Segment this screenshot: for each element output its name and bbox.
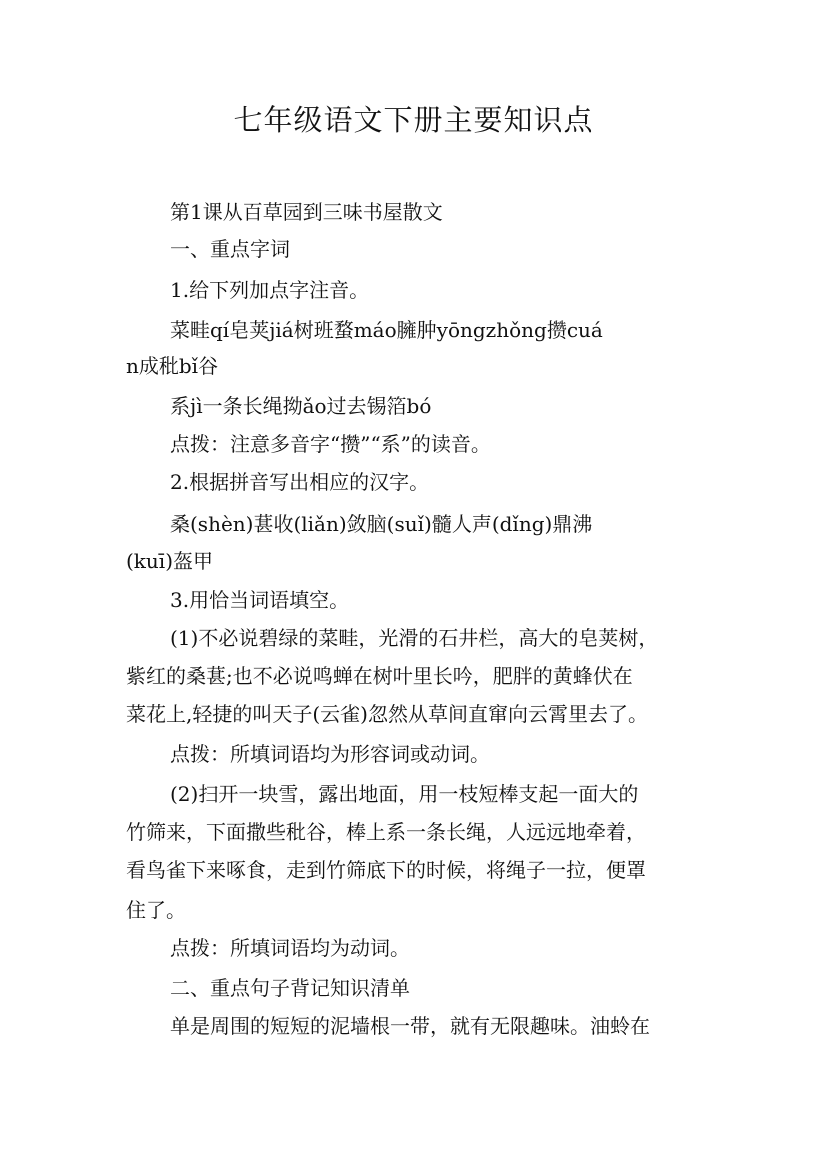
passage-2-line-4: 住了。	[126, 898, 186, 922]
pinyin-line-2: n成秕bǐ谷	[126, 354, 219, 378]
passage-1-line-3: 菜花上,轻捷的叫天子(云雀)忽然从草间直窜向云霄里去了。	[126, 702, 648, 726]
pinyin-answer-line-2: (kuī)盔甲	[126, 549, 214, 573]
pinyin-line-1: 菜畦qí皂荚jiá树班蝥máo臃肿yōngzhǒng攒cuá	[170, 318, 603, 342]
passage-2-line-2: 竹筛来，下面撒些秕谷，棒上系一条长绳，人远远地牵着，	[126, 820, 646, 844]
pinyin-line-3: 系jì一条长绳拗ǎo过去锡箔bó	[170, 394, 432, 418]
exercise-2-prompt: 2.根据拼音写出相应的汉字。	[170, 470, 430, 494]
lesson-heading: 第1课从百草园到三味书屋散文	[170, 200, 443, 224]
passage-2-line-3: 看鸟雀下来啄食，走到竹筛底下的时候，将绳子一拉，便罩	[126, 858, 646, 882]
section-heading-sentences: 二、重点句子背记知识清单	[170, 976, 410, 1000]
tip-adjectives-verbs: 点拨：所填词语均为形容词或动词。	[170, 742, 490, 766]
exercise-1-prompt: 1.给下列加点字注音。	[170, 278, 370, 302]
pinyin-answer-line-1: 桑(shèn)葚收(liǎn)敛脑(suǐ)髓人声(dǐng)鼎沸	[170, 512, 593, 536]
passage-1-line-1: (1)不必说碧绿的菜畦，光滑的石井栏，高大的皂荚树，	[170, 626, 659, 650]
sentence-line-1: 单是周围的短短的泥墙根一带，就有无限趣味。油蛉在	[170, 1014, 650, 1038]
exercise-3-prompt: 3.用恰当词语填空。	[170, 588, 350, 612]
tip-polyphonic: 点拨：注意多音字“攒”“系”的读音。	[170, 432, 491, 456]
passage-1-line-2: 紫红的桑葚;也不必说鸣蝉在树叶里长吟，肥胖的黄蜂伏在	[126, 664, 633, 688]
document-title: 七年级语文下册主要知识点	[233, 103, 594, 137]
section-heading-vocabulary: 一、重点字词	[170, 237, 290, 261]
passage-2-line-1: (2)扫开一块雪，露出地面，用一枝短棒支起一面大的	[170, 782, 639, 806]
tip-verbs: 点拨：所填词语均为动词。	[170, 936, 410, 960]
